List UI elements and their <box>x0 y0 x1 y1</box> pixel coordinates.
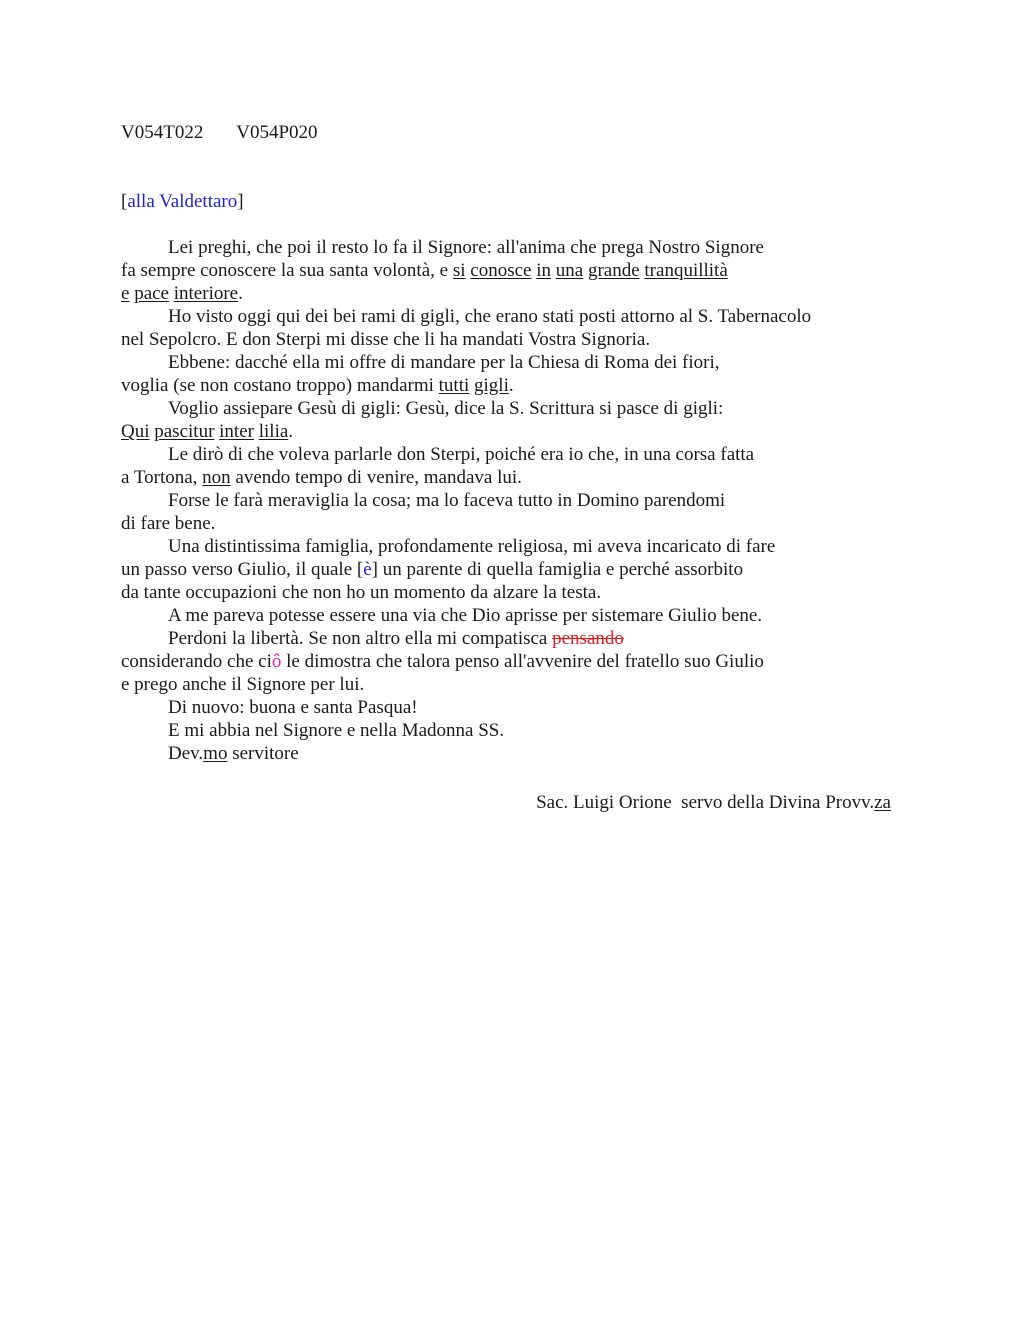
letter-line: E mi abbia nel Signore e nella Madonna SS. <box>168 720 505 741</box>
bracket-close: ] <box>237 191 244 212</box>
letter-line: Dev.mo servitore <box>168 743 299 764</box>
letter-line: di fare bene. <box>121 513 216 534</box>
letter-line: a Tortona, non avendo tempo di venire, mandava lui. <box>121 467 522 488</box>
signature-line: Sac. Luigi Orione servo della Divina Provv.za <box>536 792 891 813</box>
letter-line: A me pareva potesse essere una via che Dio aprisse per sistemare Giulio bene. <box>168 605 763 626</box>
letter-body <box>121 236 881 765</box>
editorial-insertion: è <box>363 559 372 580</box>
struck-word: pensando <box>552 628 624 649</box>
letter-line: e pace interiore. <box>121 283 243 304</box>
volume-page-code: V054P020 <box>236 122 318 143</box>
letter-line: Lei preghi, che poi il resto lo fa il Signore: all'anima che prega Nostro Signore <box>168 237 764 258</box>
letter-line: Ho visto oggi qui dei bei rami di gigli, che erano stati posti attorno al S. Tabernacolo <box>168 306 812 327</box>
addressee-line <box>121 190 244 213</box>
highlighted-character: ô <box>271 651 282 672</box>
letter-line: Perdoni la libertà. Se non altro ella mi compatisca pensando <box>168 628 624 649</box>
letter-line: e prego anche il Signore per lui. <box>121 674 365 695</box>
letter-line: Le dirò di che voleva parlarle don Sterpi, poiché era io che, in una corsa fatta <box>168 444 755 465</box>
letter-line: fa sempre conoscere la sua santa volontà, e si conosce in una grande tranquillità <box>121 260 728 281</box>
bracket-open: [ <box>121 191 128 212</box>
letter-line: nel Sepolcro. E don Sterpi mi disse che li ha mandati Vostra Signoria. <box>121 329 651 350</box>
letter-line: Ebbene: dacché ella mi offre di mandare per la Chiesa di Roma dei fiori, <box>168 352 720 373</box>
letter-line: Una distintissima famiglia, profondamente religiosa, mi aveva incaricato di fare <box>168 536 776 557</box>
letter-line: da tante occupazioni che non ho un momento da alzare la testa. <box>121 582 602 603</box>
letter-line: Voglio assiepare Gesù di gigli: Gesù, dice la S. Scrittura si pasce di gigli: <box>168 398 724 419</box>
letter-line: considerando che ciô le dimostra che talora penso all'avvenire del fratello suo Giulio <box>121 651 764 672</box>
letter-line: un passo verso Giulio, il quale [è] un parente di quella famiglia e perché assorbito <box>121 559 744 580</box>
document-codes <box>121 121 318 144</box>
letter-line: voglia (se non costano troppo) mandarmi tutti gigli. <box>121 375 514 396</box>
letter-line: Qui pascitur inter lilia. <box>121 421 294 442</box>
letter-line: Forse le farà meraviglia la cosa; ma lo faceva tutto in Domino parendomi <box>168 490 726 511</box>
volume-text-code: V054T022 <box>121 122 204 143</box>
letter-line: Di nuovo: buona e santa Pasqua! <box>168 697 418 718</box>
addressee-name: alla Valdettaro <box>127 191 238 212</box>
